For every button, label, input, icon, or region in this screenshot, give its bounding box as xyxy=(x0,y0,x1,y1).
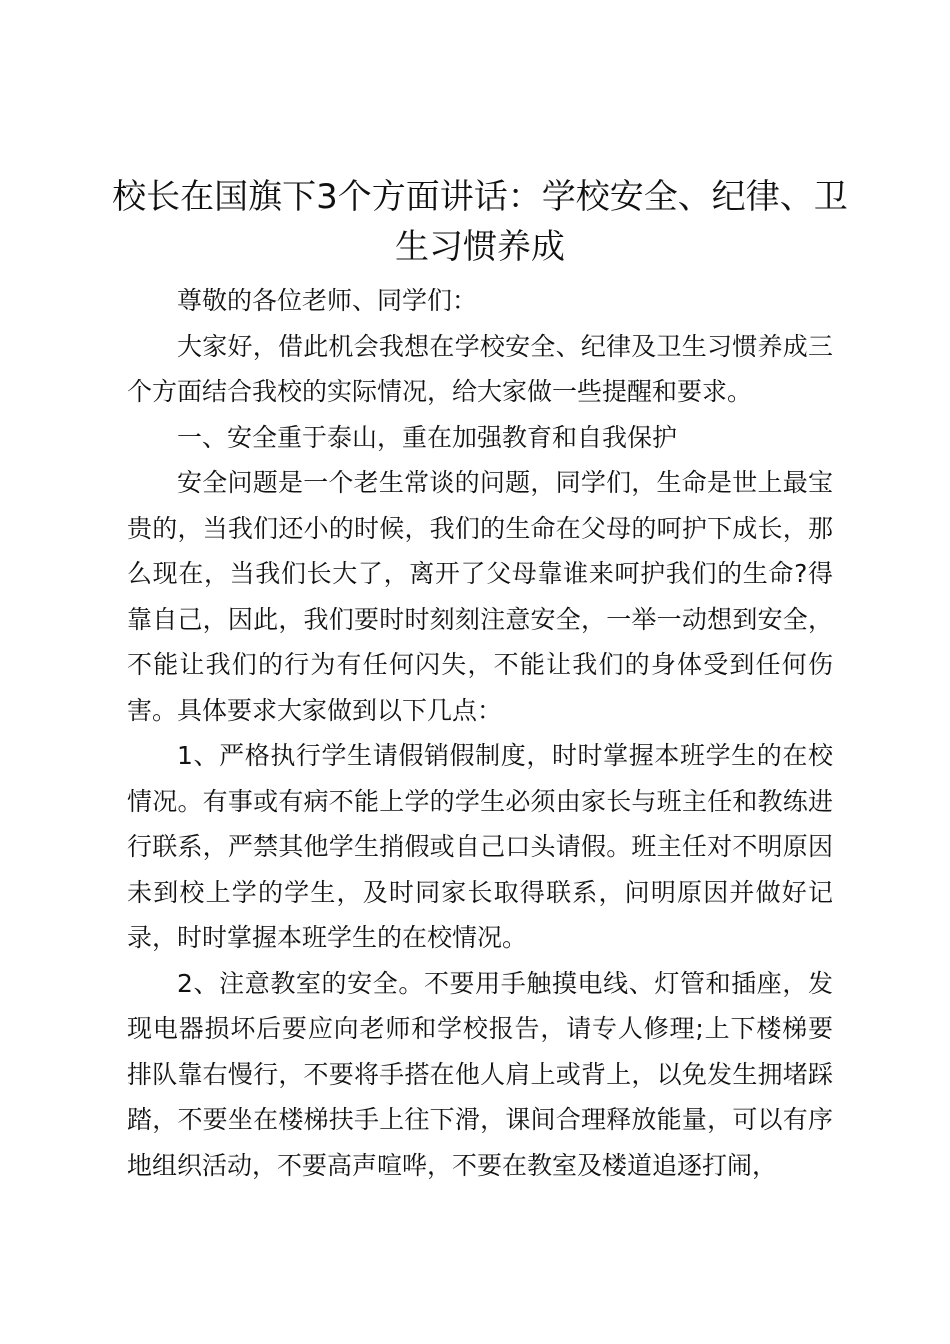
salutation-paragraph: 尊敬的各位老师、同学们： xyxy=(177,286,478,315)
body-paragraph: 2、注意教室的安全。不要用手触摸电线、灯管和插座，发现电器损坏后要应向老师和学校报告，请专人修理;上下楼梯要排队靠右慢行，不要将手搭在他人肩上或背上，以免发生拥堵踩踏，不要坐在楼梯扶手上往下滑，课间合理释放能量，可以有序地组织活动，不要高声喧哗，不要在教室及楼道追逐打闹， xyxy=(127,968,833,1180)
section-heading: 一、安全重于泰山，重在加强教育和自我保护 xyxy=(177,422,678,452)
intro-paragraph: 大家好，借此机会我想在学校安全、纪律及卫生习惯养成三个方面结合我校的实际情况，给大家做一些提醒和要求。 xyxy=(127,331,833,406)
document-title: 校长在国旗下3个方面讲话：学校安全、纪律、卫生习惯养成 xyxy=(112,177,848,267)
body-paragraph: 安全问题是一个老生常谈的问题，同学们，生命是世上最宝贵的，当我们还小的时候，我们的生命在父母的呵护下成长，那么现在，当我们长大了，离开了父母靠谁来呵护我们的生命?得靠自己，因此，我们要时时刻刻注意安全，一举一动想到安全，不能让我们的行为有任何闪失，不能让我们的身体受到任何伤害。具体要求大家做到以下几点： xyxy=(127,468,833,725)
body-paragraph: 1、严格执行学生请假销假制度，时时掌握本班学生的在校情况。有事或有病不能上学的学生必须由家长与班主任和教练进行联系，严禁其他学生捎假或自己口头请假。班主任对不明原因未到校上学的学生，及时同家长取得联系，问明原因并做好记录，时时掌握本班学生的在校情况。 xyxy=(127,741,833,952)
document-body xyxy=(127,278,833,1188)
